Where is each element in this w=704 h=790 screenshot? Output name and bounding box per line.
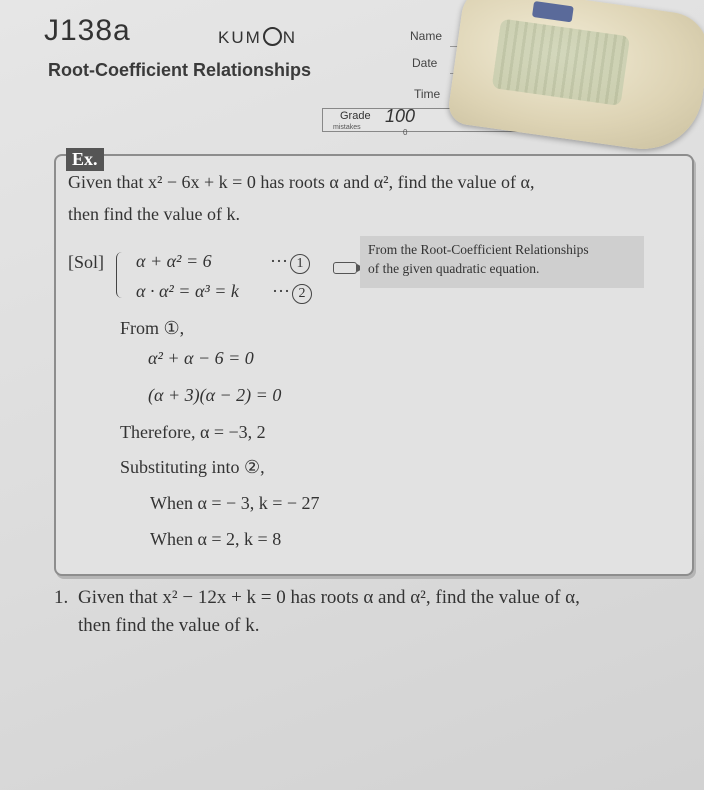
- pointer-arrow-icon: [333, 262, 357, 274]
- grade-label: Grade: [340, 110, 371, 122]
- case-2: When α = 2, k = 8: [150, 529, 282, 549]
- example-problem-line2: then find the value of k.: [68, 204, 240, 224]
- explanation-note: [360, 236, 644, 288]
- tape-label-sticker: [532, 1, 574, 22]
- worksheet-code: J138a: [44, 14, 131, 47]
- name-label: Name: [410, 29, 443, 43]
- equation-2: α · α² = α³ = k: [136, 281, 239, 301]
- from-statement: From ①,: [120, 318, 185, 338]
- circled-2-icon: 2: [292, 284, 312, 304]
- solution-label: [Sol]: [68, 252, 104, 272]
- substituting-statement: Substituting into ②,: [120, 457, 265, 477]
- example-problem-line1: Given that x² − 6x + k = 0 has roots α and α², find the value of α,: [68, 172, 535, 192]
- question-line2: then find the value of k.: [78, 615, 260, 636]
- question-line1: Given that x² − 12x + k = 0 has roots α and α², find the value of α,: [78, 587, 580, 608]
- therefore-statement: Therefore, α = −3, 2: [120, 422, 266, 442]
- step-2: (α + 3)(α − 2) = 0: [148, 385, 282, 405]
- brand-logo: KUM N: [218, 28, 298, 47]
- case-1: When α = − 3, k = − 27: [150, 493, 320, 513]
- example-tag: Ex.: [66, 148, 104, 171]
- grade-value: 100: [385, 106, 416, 126]
- tape-roll-object: [446, 0, 704, 157]
- time-label: Time: [414, 87, 441, 101]
- mistakes-value: 0: [403, 128, 408, 137]
- system-brace: [116, 252, 127, 298]
- equation-1: α + α² = 6: [136, 251, 212, 271]
- question-number: 1.: [54, 587, 69, 608]
- date-label: Date: [412, 56, 438, 70]
- mistakes-label: mistakes: [333, 124, 361, 131]
- tape-stripes: [492, 19, 630, 106]
- note-line2: of the given quadratic equation.: [368, 261, 540, 276]
- equation-1-marker: ··· 1: [270, 251, 310, 274]
- note-line1: From the Root-Coefficient Relationships: [368, 242, 589, 257]
- question-1: [54, 584, 694, 640]
- worksheet-title: Root-Coefficient Relationships: [48, 60, 312, 80]
- logo-circle-icon: [263, 27, 282, 46]
- circled-1-icon: 1: [290, 254, 310, 274]
- step-1: α² + α − 6 = 0: [148, 348, 254, 368]
- equation-2-marker: ··· 2: [272, 281, 312, 304]
